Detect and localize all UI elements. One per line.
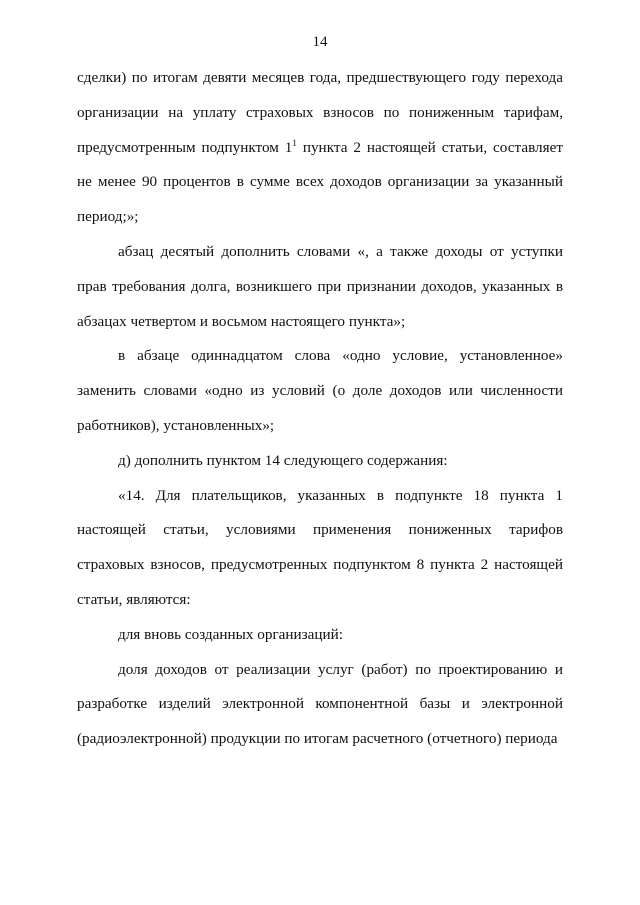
paragraph-7: доля доходов от реализации услуг (работ) по проектированию и разработке изделий электронной компонентной базы и электронной (радиоэлектронной) продукции по итогам расчетного (отчетного) периода: [77, 660, 563, 748]
page-number: 14: [312, 34, 328, 50]
paragraph-1-text: сделки) по итогам девяти месяцев года, предшествующего году перехода организации на уплату страховых взносов по пониженным тарифам, предусмотренным подпунктом 1: [77, 69, 563, 156]
paragraph-5: «14. Для плательщиков, указанных в подпункте 18 пункта 1 настоящей статьи, условиями применения пониженных тарифов страховых взносов, предусмотренных подпунктом 8 пункта 2 настоящей статьи, являются:: [77, 486, 563, 608]
paragraph-4: д) дополнить пунктом 14 следующего содержания:: [118, 451, 448, 469]
superscript-1: 1: [292, 137, 297, 148]
paragraph-6: для вновь созданных организаций:: [118, 625, 344, 643]
paragraph-1: [77, 61, 563, 235]
document-body: [77, 61, 563, 757]
paragraph-3: в абзаце одиннадцатом слова «одно условие, установленное» заменить словами «одно из условий (о доле доходов или численности работников), установленных»;: [77, 347, 563, 434]
paragraph-2: абзац десятый дополнить словами «, а также доходы от уступки прав требования долга, возникшего при признании доходов, указанных в абзацах четвертом и восьмом настоящего пункта»;: [77, 242, 563, 330]
paragraph-1-text-after: пункта 2 настоящей статьи, составляет не менее 90 процентов в сумме всех доходов организации за указанный период;»;: [77, 138, 563, 226]
